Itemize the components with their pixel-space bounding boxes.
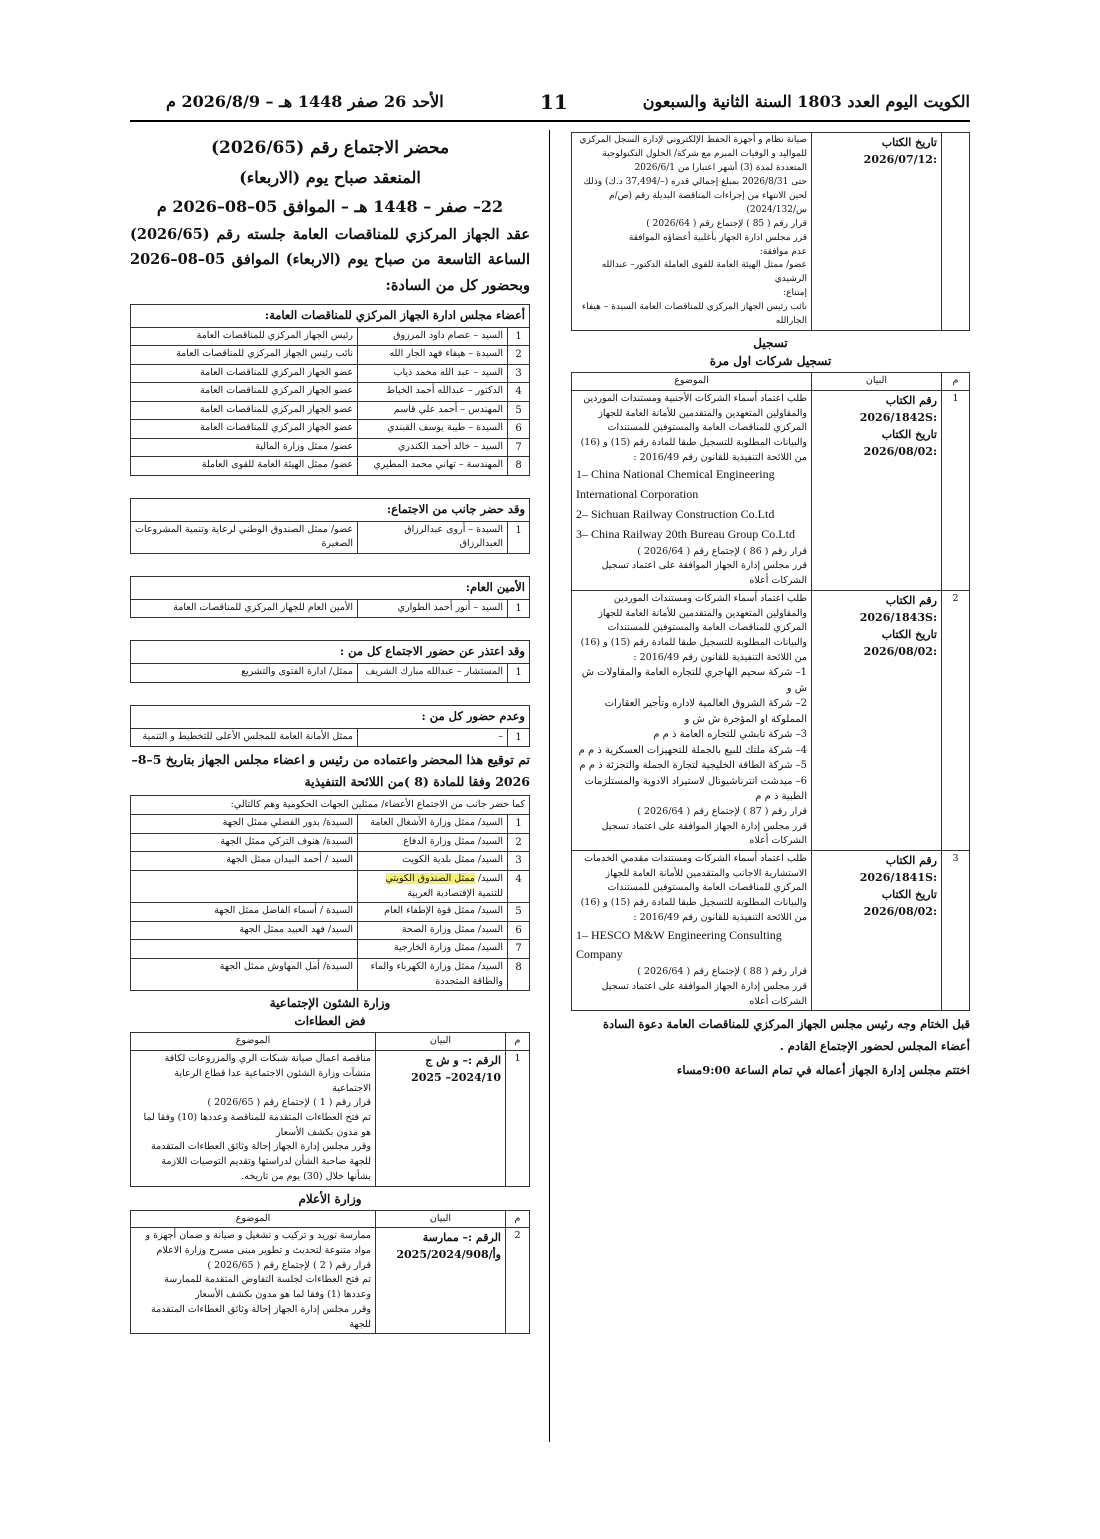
entity-text: السيد/ [474,872,503,884]
table-row [131,903,530,922]
registration-title: تسجيل [753,336,788,351]
row-number: 2 [506,1228,530,1334]
row-number: 2 [508,346,530,365]
table-row [131,833,530,852]
person-name: المستشار – عبدالله مبارك الشريف [358,664,508,683]
page-header [130,92,970,122]
minutes-column [130,132,530,1334]
row-number: 5 [508,903,530,922]
minutes-subtitle: المنعقد صباح يوم (الاربعاء) [239,168,421,188]
row-data [812,390,942,590]
decision-text: قرر مجلس إدارة الجهاز الموافقة على اعتماد تسجيل الشركات أعلاه [601,980,807,1007]
table-row [131,870,530,902]
table-row [131,1228,530,1334]
table-row [131,940,530,959]
gov-representative [131,870,358,902]
table-row [131,728,530,747]
row-data: الرقم :– و ش ج 2024/10– 2025 [376,1051,506,1186]
company-name: 4– شركة ملتك للبيع بالجملة للتجهيزات العسكرية ذ م م [578,744,807,756]
decision-number: قرار رقم ( 88 ) لإجتماع رقم ( 2026/64 ) [637,966,807,978]
side-title: وقد حضر جانب من الاجتماع: [131,498,530,521]
table-row [131,852,530,871]
table-row [572,590,970,850]
row-data: الرقم :– ممارسة وأ/2025/2024/908 [376,1228,506,1334]
minutes-date: 22– صفر – 1448 هـ – الموافق 05–08–2026 م [156,197,504,217]
person-name: السيدة – طيبة يوسف القبندي [358,420,508,439]
row-number: 3 [942,851,970,1011]
row-number: 1 [506,1051,530,1186]
excused-table [130,640,530,682]
subject-line: عدم موافقة: [759,246,807,257]
gov-entity: السيد/ ممثل وزارة الخارجية [358,940,508,959]
gov-title: كما حضر جانب من الاجتماع الأعضاء/ ممثلين الجهات الحكومية وهم كالتالي: [131,795,530,815]
table-row [572,133,970,331]
row-number: 8 [508,457,530,476]
gov-entity: السيد/ ممثل وزارة الدفاع [358,833,508,852]
row-data [812,590,942,850]
company-name: 3– شركة تابشي للتجاره العامة ذ م م [653,729,807,741]
closing-invite: قبل الختام وجه رئيس مجلس الجهاز المركزي للمناقصات العامة دعوة السادة أعضاء المجلس لحضور الإجتماع القادم . [602,1017,970,1053]
col-m: م [942,373,970,391]
subject-line: قرار رقم ( 2 ) لإجتماع رقم ( 2026/65 ) [207,1259,371,1271]
media-ministry-title: وزارة الأعلام [298,1191,362,1206]
person-name: الدكتور – عبدالله أحمد الخياط [358,383,508,402]
person-role: رئيس الجهاز المركزي للمناقصات العامة [131,327,358,346]
subject-line: تم فتح العطاءات لجلسة التفاوض المتقدمة للممارسة وعددها (1) وفقا لما هو مدون بكشف الأسعار [164,1274,371,1301]
letter-number: رقم الكتاب :2026/1843S [859,593,937,624]
row-number: 1 [508,327,530,346]
letter-number: رقم الكتاب :2026/1841S [859,854,937,885]
letter-date: تاريخ الكتاب :2026/08/02 [863,627,937,658]
gov-entity: السيد/ ممثل وزارة الصحة [358,921,508,940]
registration-subtitle: تسجيل شركات اول مرة [709,354,832,369]
issue-date: الأحد 26 صفر 1448 هـ – 2026/8/9 م [166,92,444,111]
subject-line: صيانة نظام و أجهزة الحفظ الإلكتروني لإدارة السجل المركزي للمواليد و الوفيات المبرم مع شركة/ الحلول التكنولوجية المتعددة لمدة (3) أشهر اعتبارا من 2026/6/1 [579,135,807,173]
person-role: عضو/ ممثل الصندوق الوطني لرعاية وتنمية المشروعات الصغيرة [131,521,358,553]
person-name: المهندس – أحمد علي قاسم [358,401,508,420]
minutes-intro: عقد الجهاز المركزي للمناقصات العامة جلسته رقم (2026/65) الساعة التاسعة من صباح يوم (الاربعاء) الموافق 05–08–2026 وبحضور كل من السادة: [130,225,530,294]
gov-entity [358,870,508,902]
secretary-general-table [130,576,530,618]
person-name: السيد – خالد أحمد الكندري [358,438,508,457]
gov-representative: السيد/ فهد العبيد ممثل الجهة [131,921,358,940]
table-row [131,457,530,476]
person-name: السيدة – هيفاء فهد الجار الله [358,346,508,365]
row-number: 1 [942,390,970,590]
minutes-title: محضر الاجتماع رقم (2026/65) [210,138,450,158]
row-data [812,851,942,1011]
table-row [131,521,530,553]
gov-representative: السيدة/ أمل المهاوش ممثل الجهة [131,958,358,990]
media-bids-table [130,1210,530,1335]
table-row [131,815,530,834]
page-number: 11 [540,90,568,114]
row-subject [131,1051,376,1186]
decision-number: قرار رقم ( 87 ) لإجتماع رقم ( 2026/64 ) [637,805,807,817]
company-name: 1– HESCO M&W Engineering Consulting Company [576,927,782,962]
row-data: تاريخ الكتاب :2026/07/12 [812,133,942,331]
company-name: 5– شركة الطاقة الخليجية لتجارة الجملة والتجزئة ذ م م [579,760,807,772]
gov-representative [131,940,358,959]
bid-opening-title: فض العطاءات [294,1014,366,1029]
person-name: المهندسة – تهاني محمد المطيري [358,457,508,476]
col-subject: الموضوع [572,373,812,391]
person-role: نائب رئيس الجهاز المركزي للمناقصات العامة [131,346,358,365]
social-ministry-title: وزارة الشئون الإجتماعية [269,996,391,1011]
row-number: 1 [508,728,530,747]
absent-title: وعدم حضور كل من : [131,705,530,728]
col-m: م [506,1210,530,1228]
col-data: البيان [376,1033,506,1051]
table-row [131,364,530,383]
closing-end: اختتم مجلس إدارة الجهاز أعماله في تمام الساعة 9:00مساء [676,1062,970,1077]
col-subject: الموضوع [131,1033,376,1051]
previous-item-table [571,132,970,331]
gazette-issue: الكويت اليوم العدد 1803 السنة الثانية والسبعون [642,92,970,111]
subject-line: إمتناع: [783,288,807,299]
table-row [131,401,530,420]
members-table [130,304,530,476]
gov-representative: السيدة/ بدور الفضلي ممثل الجهة [131,815,358,834]
subject-line: وقرر مجلس إدارة الجهاز إحالة وثائق العطاءات المتقدمة للجهة [151,1303,371,1330]
person-role: عضو/ ممثل وزارة المالية [131,438,358,457]
table-row [131,958,530,990]
person-role: ممثل/ ادارة الفتوى والتشريع [131,664,358,683]
decision-number: قرار رقم ( 86 ) لإجتماع رقم ( 2026/64 ) [637,545,807,557]
absent-table [130,705,530,747]
entity-text: للتنمية الإقتصادية العربية [407,887,503,899]
row-subject [131,1228,376,1334]
company-name: 6– ميدشت انترناشيونال لاستيراد الادوية والمستلزمات الطبية ذ م م [584,775,807,803]
person-name: – [358,728,508,747]
row-number: 7 [508,438,530,457]
row-subject [572,133,812,331]
row-subject [572,851,812,1011]
members-title: أعضاء مجلس ادارة الجهاز المركزي للمناقصات العامة: [131,305,530,328]
registration-column [571,132,970,1081]
table-row [131,438,530,457]
person-name: السيد – أنور أحمد الطواري [358,599,508,618]
subject-line: نائب رئيس الجهاز المركزي للمناقصات العامة السيدة – هيفاء الجارالله [581,302,807,327]
company-name: 2– شركة الشروق العالمية لاداره وتأجير العقارات المملوكة او المؤجرة ش ش و [604,698,807,725]
table-row [131,599,530,618]
row-subject [572,390,812,590]
table-row [131,1051,530,1186]
decision-text: قرر مجلس إدارة الجهاز الموافقة على اعتماد تسجيل الشركات أعلاه [601,820,807,847]
gov-representative: السيدة/ هنوف التركي ممثل الجهة [131,833,358,852]
subject-line: ممارسة توريد و تركيب و تشغيل و صيانة و ضمان أجهزة و مواد متنوعة لتحديث و تطوير مبنى مسرح وزارة الاعلام [145,1230,371,1256]
row-number: 6 [508,420,530,439]
gov-entity: السيد/ ممثل وزارة الأشغال العامة [358,815,508,834]
sg-title: الأمين العام: [131,577,530,600]
col-data: البيان [812,373,942,391]
table-row [131,420,530,439]
row-number: 4 [508,383,530,402]
subject-line: قرار رقم ( 85 ) لإجتماع رقم ( 2026/64 ) [646,218,807,229]
row-number [942,133,970,331]
gov-representative: السيد / أحمد البيدان ممثل الجهة [131,852,358,871]
table-row [131,383,530,402]
table-row [572,390,970,590]
letter-number: رقم الكتاب :2026/1842S [859,393,937,424]
col-m: م [506,1033,530,1051]
person-name: السيدة – أروى عبدالرزاق العبدالرزاق [358,521,508,553]
excused-title: وقد اعتذر عن حضور الاجتماع كل من : [131,641,530,664]
table-row [131,327,530,346]
row-number: 1 [508,599,530,618]
row-number: 6 [508,921,530,940]
social-bids-table [130,1032,530,1186]
subject-line: وقرر مجلس إدارة الجهاز إحالة وثائق العطاءات المتقدمة للجهة صاحبة الشأن لدراستها وتقديم التوصيات اللازمة بشأنها خلال (30) يوم من تاريخه. [151,1141,371,1182]
row-number: 1 [508,815,530,834]
row-number: 4 [508,870,530,902]
row-number: 2 [508,833,530,852]
row-subject [572,590,812,850]
col-subject: الموضوع [131,1210,376,1228]
gov-entity: السيد/ ممثل قوة الإطفاء العام [358,903,508,922]
person-role: عضو الجهاز المركزي للمناقصات العامة [131,383,358,402]
table-row [131,921,530,940]
row-number: 1 [508,664,530,683]
registration-table [571,372,970,1011]
decision-text: قرر مجلس إدارة الجهاز الموافقة على اعتماد تسجيل الشركات أعلاه [601,560,807,587]
request-text: طلب اعتماد أسماء الشركات ومستندات الموردين والمقاولين المتعهدين والمتقدمين للأمانة العامة للجهاز المركزي للمناقصات العامة والمستوفين للمستندات والبيانات المطلوبة للتسجيل طبقا للمادة رقم (15) و (16) من اللائحة التنفيذية للقانون رقم 2016/49 : [580,592,807,663]
gov-representative: السيدة / أسماء الفاضل ممثل الجهة [131,903,358,922]
gov-entity: السيد/ ممثل وزارة الكهرباء والماء والطاقة المتجددة [358,958,508,990]
person-role: عضو الجهاز المركزي للمناقصات العامة [131,364,358,383]
person-role: عضو/ ممثل الهيئة العامة للقوى العاملة [131,457,358,476]
table-row [572,851,970,1011]
row-number: 1 [508,521,530,553]
request-text: طلب اعتماد أسماء الشركات ومستندات مقدمي الخدمات الاستشارية الاجانب والمتقدمين للأمانة العامة للجهاز المركزي للمناقصات العامة والمستوفين للمستندات والبيانات المطلوبة للتسجيل طبقا للمادة رقم (15) و (16) من اللائحة التنفيذية للقانون رقم 2016/49 : [580,853,807,923]
subject-line: قرر مجلس ادارة الجهاز بأغلبية أعضاؤه الموافقة [628,232,807,243]
row-number: 8 [508,958,530,990]
signature-note: تم توقيع هذا المحضر واعتماده من رئيس و اعضاء مجلس الجهاز بتاريخ 5–8–2026 وفقا للمادة (8 )من اللائحة التنفيذية [131,752,530,789]
person-role: عضو الجهاز المركزي للمناقصات العامة [131,420,358,439]
person-role: الأمين العام للجهاز المركزي للمناقصات العامة [131,599,358,618]
row-number: 7 [508,940,530,959]
col-data: البيان [376,1210,506,1228]
subject-line: قرار رقم ( 1 ) لإجتماع رقم ( 2026/65 ) [207,1097,371,1109]
table-row [131,664,530,683]
gov-representatives-table [130,795,530,992]
row-number: 3 [508,364,530,383]
subject-line: مناقصة اعمال صيانة شبكات الري والمزروعات لكافة منشآت وزارة الشئون الاجتماعية عدا قطاع الرعاية الاجتماعية [164,1053,371,1094]
gov-entity: السيد/ ممثل بلدية الكويت [358,852,508,871]
company-name: 2– Sichuan Railway Construction Co.Ltd [576,507,775,522]
company-name: 1– China National Chemical Engineering International Corporation [576,467,775,502]
letter-date: تاريخ الكتاب :2026/08/02 [863,888,937,919]
letter-date: تاريخ الكتاب :2026/08/02 [863,427,937,458]
person-role: عضو الجهاز المركزي للمناقصات العامة [131,401,358,420]
row-number: 2 [942,590,970,850]
highlighted-text: ممثل الصندوق الكويتي [385,872,475,884]
company-name: 3– China Railway 20th Bureau Group Co.Ltd [576,526,795,541]
column-divider [549,130,550,1442]
person-role: ممثل الأمانة العامة للمجلس الأعلى للتخطيط و التنمية [131,728,358,747]
row-number: 5 [508,401,530,420]
company-name: 1– شركة سحيم الهاجري للتجاره العامة والمقاولات ش ش و [581,667,807,694]
subject-line: تم فتح العطاءات المتقدمة للمناقصة وعددها (10) وفقا لما هو مدون بكشف الأسعار [143,1111,371,1138]
person-name: السيد – عبد الله محمد ذياب [358,364,508,383]
person-name: السيد – عصام داود المرزوق [358,327,508,346]
request-text: طلب اعتماد أسماء الشركات الأجنبية ومستندات الموردين والمقاولين المتعهدين والمتقدمين للأمانة العامة للجهاز المركزي للمناقصات العامة والمستوفين للمستندات والبيانات المطلوبة للتسجيل طبقا للمادة رقم (15) و (16) من اللائحة التنفيذية للقانون رقم 2016/49 : [580,392,807,463]
subject-line: حتى 2026/8/31 بمبلغ إجمالي قدره (–/37,494 د.ك) وذلك لحين الانتهاء من إجراءات المناقصة البديلة رقم (ص/م س/2024/132) [583,176,807,215]
row-number: 3 [508,852,530,871]
subject-line: عضو/ ممثل الهيئة العامة للقوى العاملة الدكتور– عبدالله الرشيدي [601,260,807,285]
table-row [131,346,530,365]
side-attendance-table [130,498,530,554]
